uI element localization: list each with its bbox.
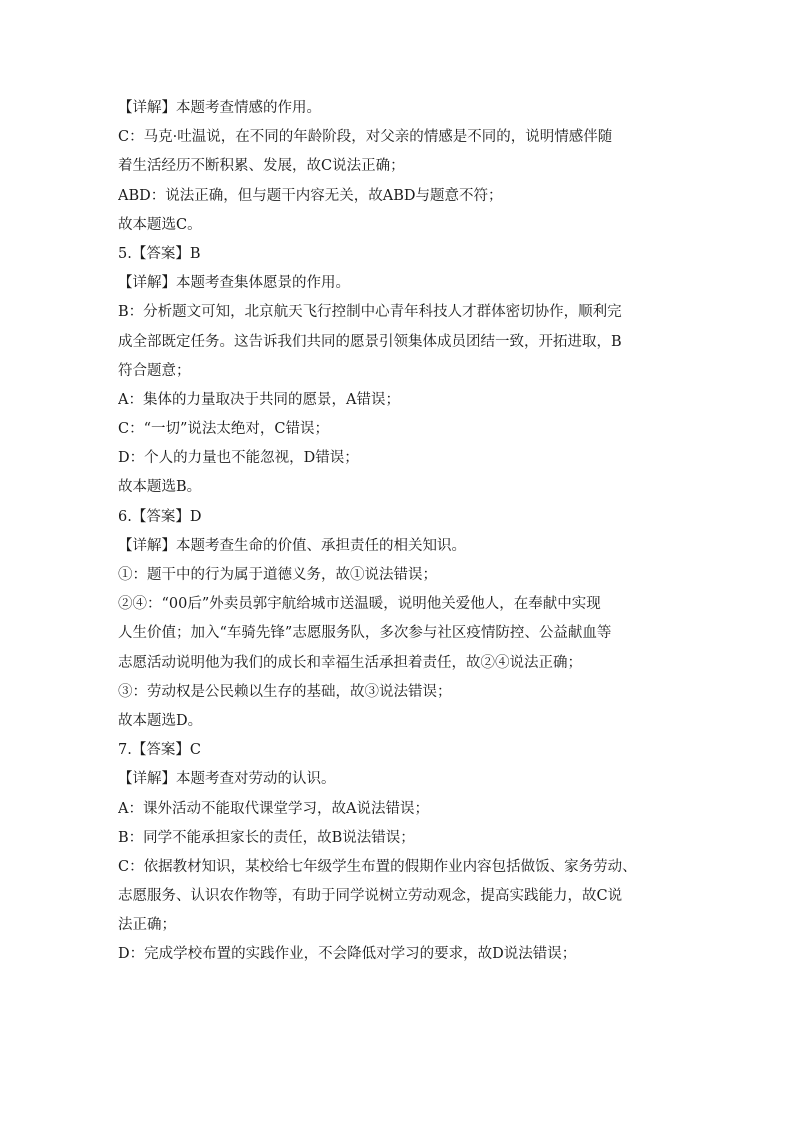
- text-line: ABD：说法正确，但与题干内容无关，故ABD与题意不符；: [118, 187, 503, 204]
- answer-heading: 7.【答案】C: [118, 742, 201, 759]
- text-line: D：完成学校布置的实践作业，不会降低对学习的要求，故D说法错误；: [118, 946, 577, 963]
- text-line: 故本题选B。: [118, 479, 202, 496]
- text-line: 故本题选C。: [118, 216, 202, 233]
- text-line: 符合题意；: [118, 362, 191, 379]
- answer-heading: 6.【答案】D: [118, 508, 202, 525]
- text-line: 【详解】本题考查情感的作用。: [118, 100, 321, 116]
- text-line: B：分析题文可知，北京航天飞行控制中心青年科技人才群体密切协作，顺利完: [118, 304, 622, 321]
- text-line: 志愿活动说明他为我们的成长和幸福生活承担着责任，故②④说法正确；: [118, 654, 582, 671]
- text-line: 【详解】本题考查对劳动的认识。: [118, 771, 336, 788]
- text-line: A：集体的力量取决于共同的愿景，A错误；: [118, 391, 400, 408]
- text-line: 法正确；: [118, 917, 176, 934]
- text-line: 志愿服务、认识农作物等，有助于同学说树立劳动观念，提高实践能力，故C说: [118, 888, 623, 905]
- text-line: C：马克·吐温说，在不同的年龄阶段，对父亲的情感是不同的，说明情感伴随: [118, 129, 613, 146]
- text-line: A：课外活动不能取代课堂学习，故A说法错误；: [118, 800, 429, 817]
- text-line: ③：劳动权是公民赖以生存的基础，故③说法错误；: [118, 683, 452, 700]
- text-line: D：个人的力量也不能忽视，D错误；: [118, 450, 359, 467]
- text-line: C：依据教材知识，某校给七年级学生布置的假期作业内容包括做饭、家务劳动、: [118, 858, 637, 875]
- text-line: B：同学不能承担家长的责任，故B说法错误；: [118, 829, 415, 846]
- text-line: 【详解】本题考查生命的价值、承担责任的相关知识。: [118, 537, 466, 554]
- text-line: 着生活经历不断积累、发展，故C说法正确；: [118, 158, 405, 175]
- text-line: 【详解】本题考查集体愿景的作用。: [118, 275, 350, 292]
- text-line: C：“一切”说法太绝对，C错误；: [118, 421, 330, 438]
- text-line: ②④：“00后”外卖员郭宇航给城市送温暖，说明他关爱他人，在奉献中实现: [118, 596, 601, 613]
- answer-explanation-text: [118, 94, 678, 970]
- text-line: 故本题选D。: [118, 712, 203, 729]
- text-line: ①：题干中的行为属于道德义务，故①说法错误；: [118, 567, 437, 583]
- text-line: 人生价值；加入“车骑先锋”志愿服务队，多次参与社区疫情防控、公益献血等: [118, 625, 612, 642]
- text-line: 成全部既定任务。这告诉我们共同的愿景引领集体成员团结一致，开拓进取，B: [118, 333, 622, 350]
- answer-heading: 5.【答案】B: [118, 245, 201, 262]
